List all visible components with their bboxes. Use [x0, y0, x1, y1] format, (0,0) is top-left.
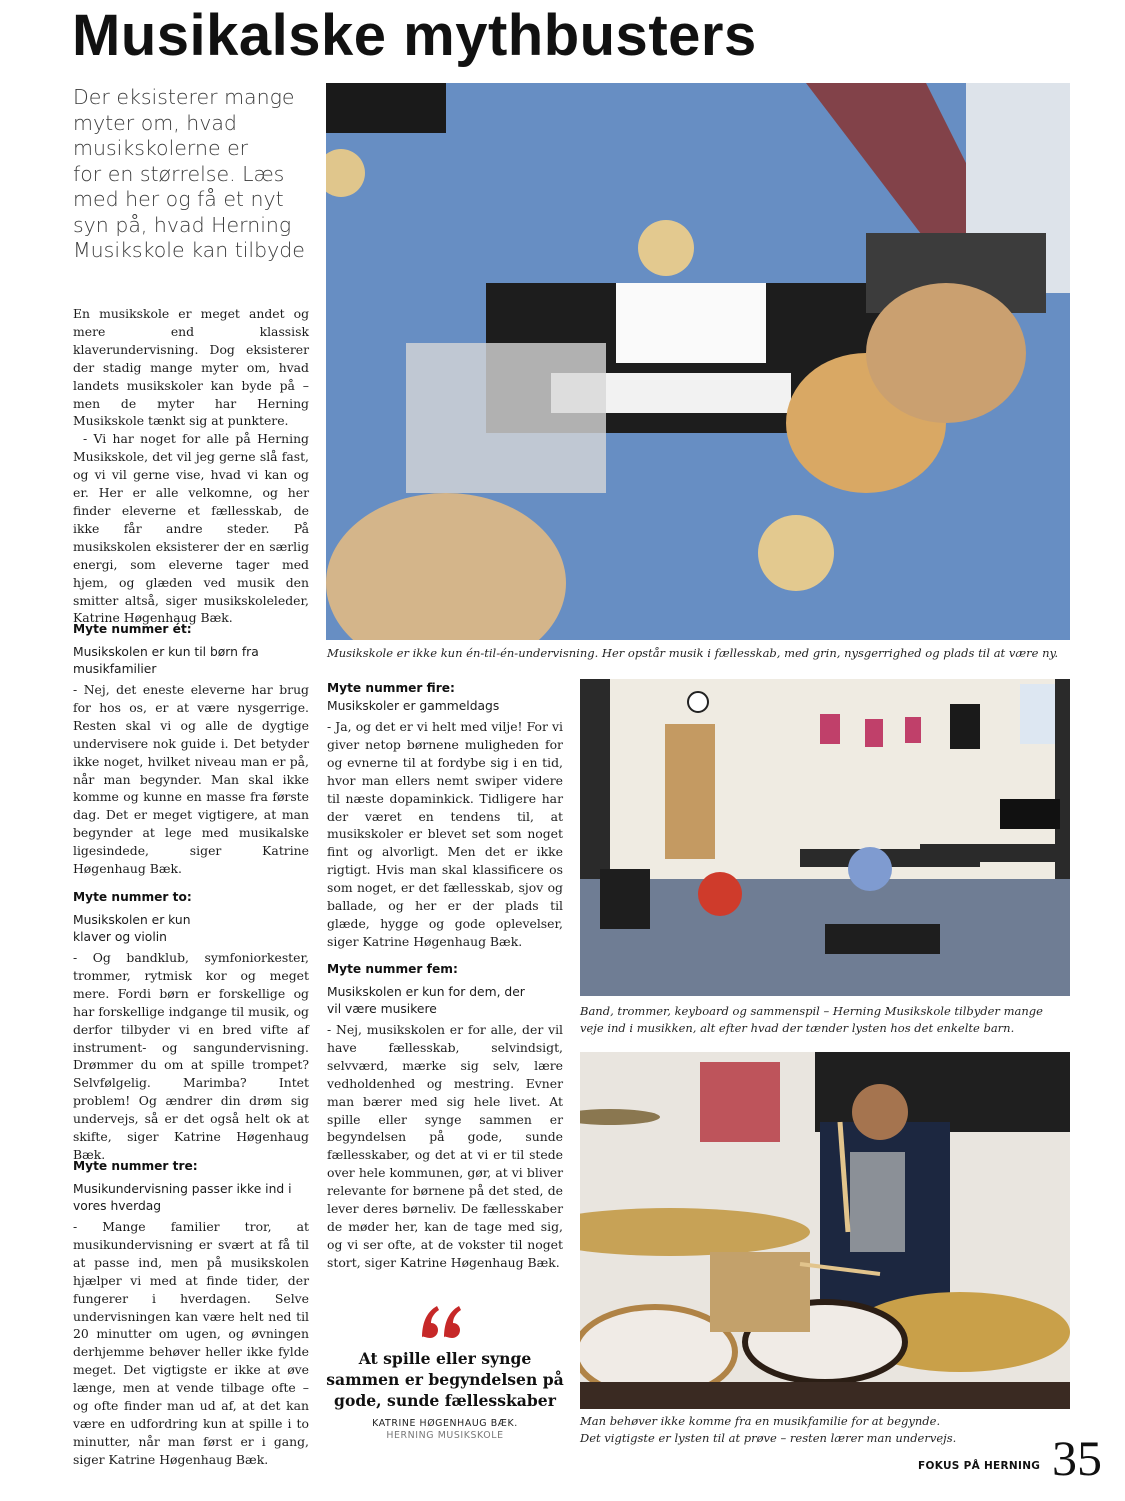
myth-section-3: [73, 1159, 313, 1469]
lead-paragraph: [73, 85, 323, 264]
publication-label: FOKUS PÅ HERNING: [918, 1460, 1041, 1472]
lead-line: med her og få et nyt: [73, 187, 284, 211]
myth-label: Myte nummer fire:: [327, 681, 455, 695]
lead-line: myter om, hvad: [73, 110, 237, 135]
myth-claim: Musikskolen er kun til børn fra musikfamilier: [73, 645, 259, 676]
quote-organization: HERNING MUSIKSKOLE: [386, 1430, 504, 1441]
myth-answer: - Nej, musikskolen er for alle, der vil have fællesskab, selvindsigt, selvværd, mærke sig selv, lære vedholdenhed og mestring. Evner man bærer med sig hele livet. At spille eller synge sammen er begyndelsen på gode, sunde fællesskaber, og det at vi er til stede over hele kommunen, gør, at vi bliver relevante for børnene på det sted, de lever deres børneliv. De fællesskaber de møder her, kan de tage med sig, og vi ser ofte, at de vokster til noget stort, siger Katrine Høgenhaug Bæk.: [327, 1022, 563, 1270]
lead-line: syn på, hvad Herning: [73, 212, 292, 237]
myth-label: Myte nummer ét:: [73, 622, 192, 636]
intro-text: [73, 305, 309, 627]
myth-answer: - Ja, og det er vi helt med vilje! For vi giver netop børnene muligheden for og evnerne til at fordybe sig i en tid, hvor man ellers nemt swiper videre til næste dopaminkick. Tidligere har der været en tendens til, at musikskoler er blevet set som noget fint og alvorligt. Men det er ikke rigtigt. Hvis man skal klassificere os som noget, er det fællesskab, sjov og ballade, og her er der plads til glæde, hygge og gode oplevelser, siger Katrine Høgenhaug Bæk.: [327, 719, 563, 949]
myth-section-2: [73, 890, 313, 1164]
myth-answer: - Nej, det eneste eleverne har brug for hos os, er at være nysgerrige. Resten skal vi og alle de dygtige undervisere nok guide i. Det betyder ikke noget, hvilket niveau man er på, når man begynder. Man skal ikke komme og kunne en masse fra første dag. Det er meget vigtigere, at man begynder at lege med musikalske ligesindede, siger Katrine Høgenhaug Bæk.: [73, 682, 309, 877]
myth-claim: Musikskoler er gammeldags: [327, 699, 500, 713]
myth-label: Myte nummer fem:: [327, 962, 458, 976]
caption-line: Det vigtigste er lysten til at prøve – resten lærer man undervejs.: [580, 1431, 957, 1445]
myth-section-1: [73, 622, 313, 878]
myth-label: Myte nummer to:: [73, 890, 192, 904]
main-photo-caption: Musikskole er ikke kun én-til-én-undervisning. Her opstår musik i fællesskab, med grin, nysgerrighed og plads til at være ny.: [327, 646, 1059, 660]
intro-paragraph: En musikskole er meget andet og mere end klassisk klaverundervisning. Dog eksisterer der stadig mange myter om, hvad landets musikskoler kan byde på – men de myter har Herning Musikskole tænkt sig at punktere.: [73, 306, 309, 429]
quote-author: KATRINE HØGENHAUG BÆK.: [372, 1418, 518, 1429]
intro-paragraph: - Vi har noget for alle på Herning Musikskole, det vil jeg gerne slå fast, og vi vil gerne vise, hvad vi kan og er. Her er alle velkomne, og her finder eleverne et fællesskab, de ikke får andre steder. På musikskolen eksisterer der en særlig energi, som eleverne tager med hjem, og glæden ved musik den smitter altså, siger musikskoleleder, Katrine Høgenhaug Bæk.: [73, 431, 309, 626]
main-photo: [326, 83, 1070, 640]
myth-claim: Musikskolen er kun klaver og violin: [73, 913, 191, 944]
pull-quote: At spille eller synge sammen er begyndelsen på gode, sunde fællesskaber: [326, 1349, 564, 1410]
caption-line: Man behøver ikke komme fra en musikfamilie for at begynde.: [580, 1414, 941, 1428]
lead-line: Musikskole kan tilbyde: [73, 238, 305, 262]
page-title: Musikalske mythbusters: [72, 3, 757, 68]
lead-line: Der eksisterer mange: [73, 85, 295, 109]
quote-mark-icon: [418, 1302, 464, 1342]
myth-label: Myte nummer tre:: [73, 1159, 198, 1173]
drums-photo-caption: [580, 1413, 1050, 1447]
band-room-photo: [580, 679, 1070, 996]
page-number: 35: [1052, 1430, 1102, 1486]
myth-section-4: [327, 681, 567, 951]
myth-answer: - Og bandklub, symfoniorkester, trommer, rytmisk kor og meget mere. Fordi børn er forskellige og har forskellige indgange til musik, og derfor tilbyder vi en bred vifte af instrument- og sangundervisning. Drømmer du om at spille trompet? Selvfølgelig. Marimba? Intet problem! Og ændrer din drøm sig undervejs, så er det også helt ok at skifte, siger Katrine Høgenhaug Bæk.: [73, 950, 309, 1162]
pull-quote-attribution: [325, 1418, 565, 1442]
lead-line: for en størrelse. Læs: [73, 161, 285, 186]
myth-claim: Musikskolen er kun for dem, der vil være musikere: [327, 985, 525, 1016]
myth-answer: - Mange familier tror, at musikundervisning er svært at få til at passe ind, men på musikskolen hjælper vi med at finde tider, der fungerer i hverdagen. Selve undervisningen kan være helt ned til 20 minutter om ugen, og øvningen derhjemme behøver heller ikke fylde meget. Det vigtigste er ikke at øve længe, men at vende tilbage ofte – og ofte finder man ud af, at det kan være en udfordring kun at spille i to minutter, når man først er i gang, siger Katrine Høgenhaug Bæk.: [73, 1219, 309, 1467]
myth-section-5: [327, 962, 567, 1272]
lead-line: musikskolerne er: [73, 136, 249, 160]
band-photo-caption: Band, trommer, keyboard og sammenspil – Herning Musikskole tilbyder mange veje ind i musikken, alt efter hvad der tænder lysten hos det enkelte barn.: [580, 1004, 1043, 1035]
drums-photo: [580, 1052, 1070, 1409]
myth-claim: Musikundervisning passer ikke ind i vores hverdag: [73, 1182, 292, 1213]
